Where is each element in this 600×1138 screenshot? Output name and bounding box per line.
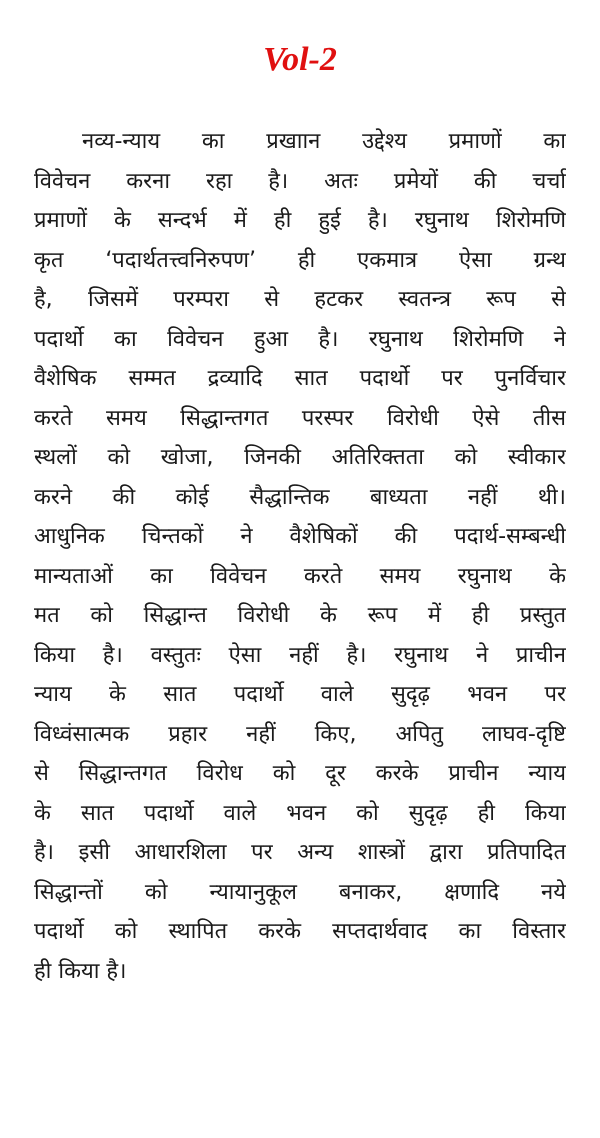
paragraph-line: स्थलों को खोजा, जिनकी अतिरिक्तता को स्वीकार xyxy=(34,445,566,470)
paragraph-line: मत को सिद्धान्त विरोधी के रूप में ही प्रस्तुत xyxy=(34,603,566,628)
paragraph-line: प्रमाणों के सन्दर्भ में ही हुई है। रघुनाथ शिरोमणि xyxy=(34,208,566,233)
paragraph-line: करने की कोई सैद्धान्तिक बाध्यता नहीं थी। xyxy=(34,484,566,510)
paragraph-line: करते समय सिद्धान्तगत परस्पर विरोधी ऐसे तीस xyxy=(34,405,566,431)
paragraph-line: पदार्थो का विवेचन हुआ है। रघुनाथ शिरोमणि ने xyxy=(34,326,566,352)
body-paragraph xyxy=(34,122,566,991)
paragraph-line: वैशेषिक सम्मत द्रव्यादि सात पदार्थो पर पुनर्विचार xyxy=(34,366,566,391)
paragraph-line: पदार्थो को स्थापित करके सप्तदार्थवाद का विस्तार xyxy=(34,919,566,944)
volume-title: Vol-2 xyxy=(263,41,337,78)
paragraph-line: न्याय के सात पदार्थो वाले सुदृढ़ भवन पर xyxy=(34,682,566,707)
paragraph-line: नव्य-न्याय का प्रखाान उद्देश्य प्रमाणों का xyxy=(82,129,566,154)
paragraph-line: है। इसी आधारशिला पर अन्य शास्त्रों द्वारा प्रतिपादित xyxy=(34,840,566,865)
paragraph-line: विवेचन करना रहा है। अतः प्रमेयों की चर्चा xyxy=(34,168,566,194)
paragraph-line: ही किया है। xyxy=(34,958,127,984)
paragraph-line: सिद्धान्तों को न्यायानुकूल बनाकर, क्षणादि नये xyxy=(34,879,566,905)
paragraph-line: कृत ‘पदार्थतत्त्वनिरुपण’ ही एकमात्र ऐसा ग्रन्थ xyxy=(34,247,566,273)
paragraph-line: आधुनिक चिन्तकों ने वैशेषिकों की पदार्थ-सम्बन्धी xyxy=(34,524,566,549)
paragraph-line: से सिद्धान्तगत विरोध को दूर करके प्राचीन न्याय xyxy=(34,761,566,786)
paragraph-line: मान्यताओं का विवेचन करते समय रघुनाथ के xyxy=(34,563,566,589)
paragraph-line: किया है। वस्तुतः ऐसा नहीं है। रघुनाथ ने प्राचीन xyxy=(34,642,566,668)
paragraph-line: के सात पदार्थो वाले भवन को सुदृढ़ ही किया xyxy=(34,800,566,826)
paragraph-line: विध्वंसात्मक प्रहार नहीं किए, अपितु लाघव-दृष्टि xyxy=(34,721,566,747)
paragraph-line: है, जिसमें परम्परा से हटकर स्वतन्त्र रूप से xyxy=(34,287,566,312)
